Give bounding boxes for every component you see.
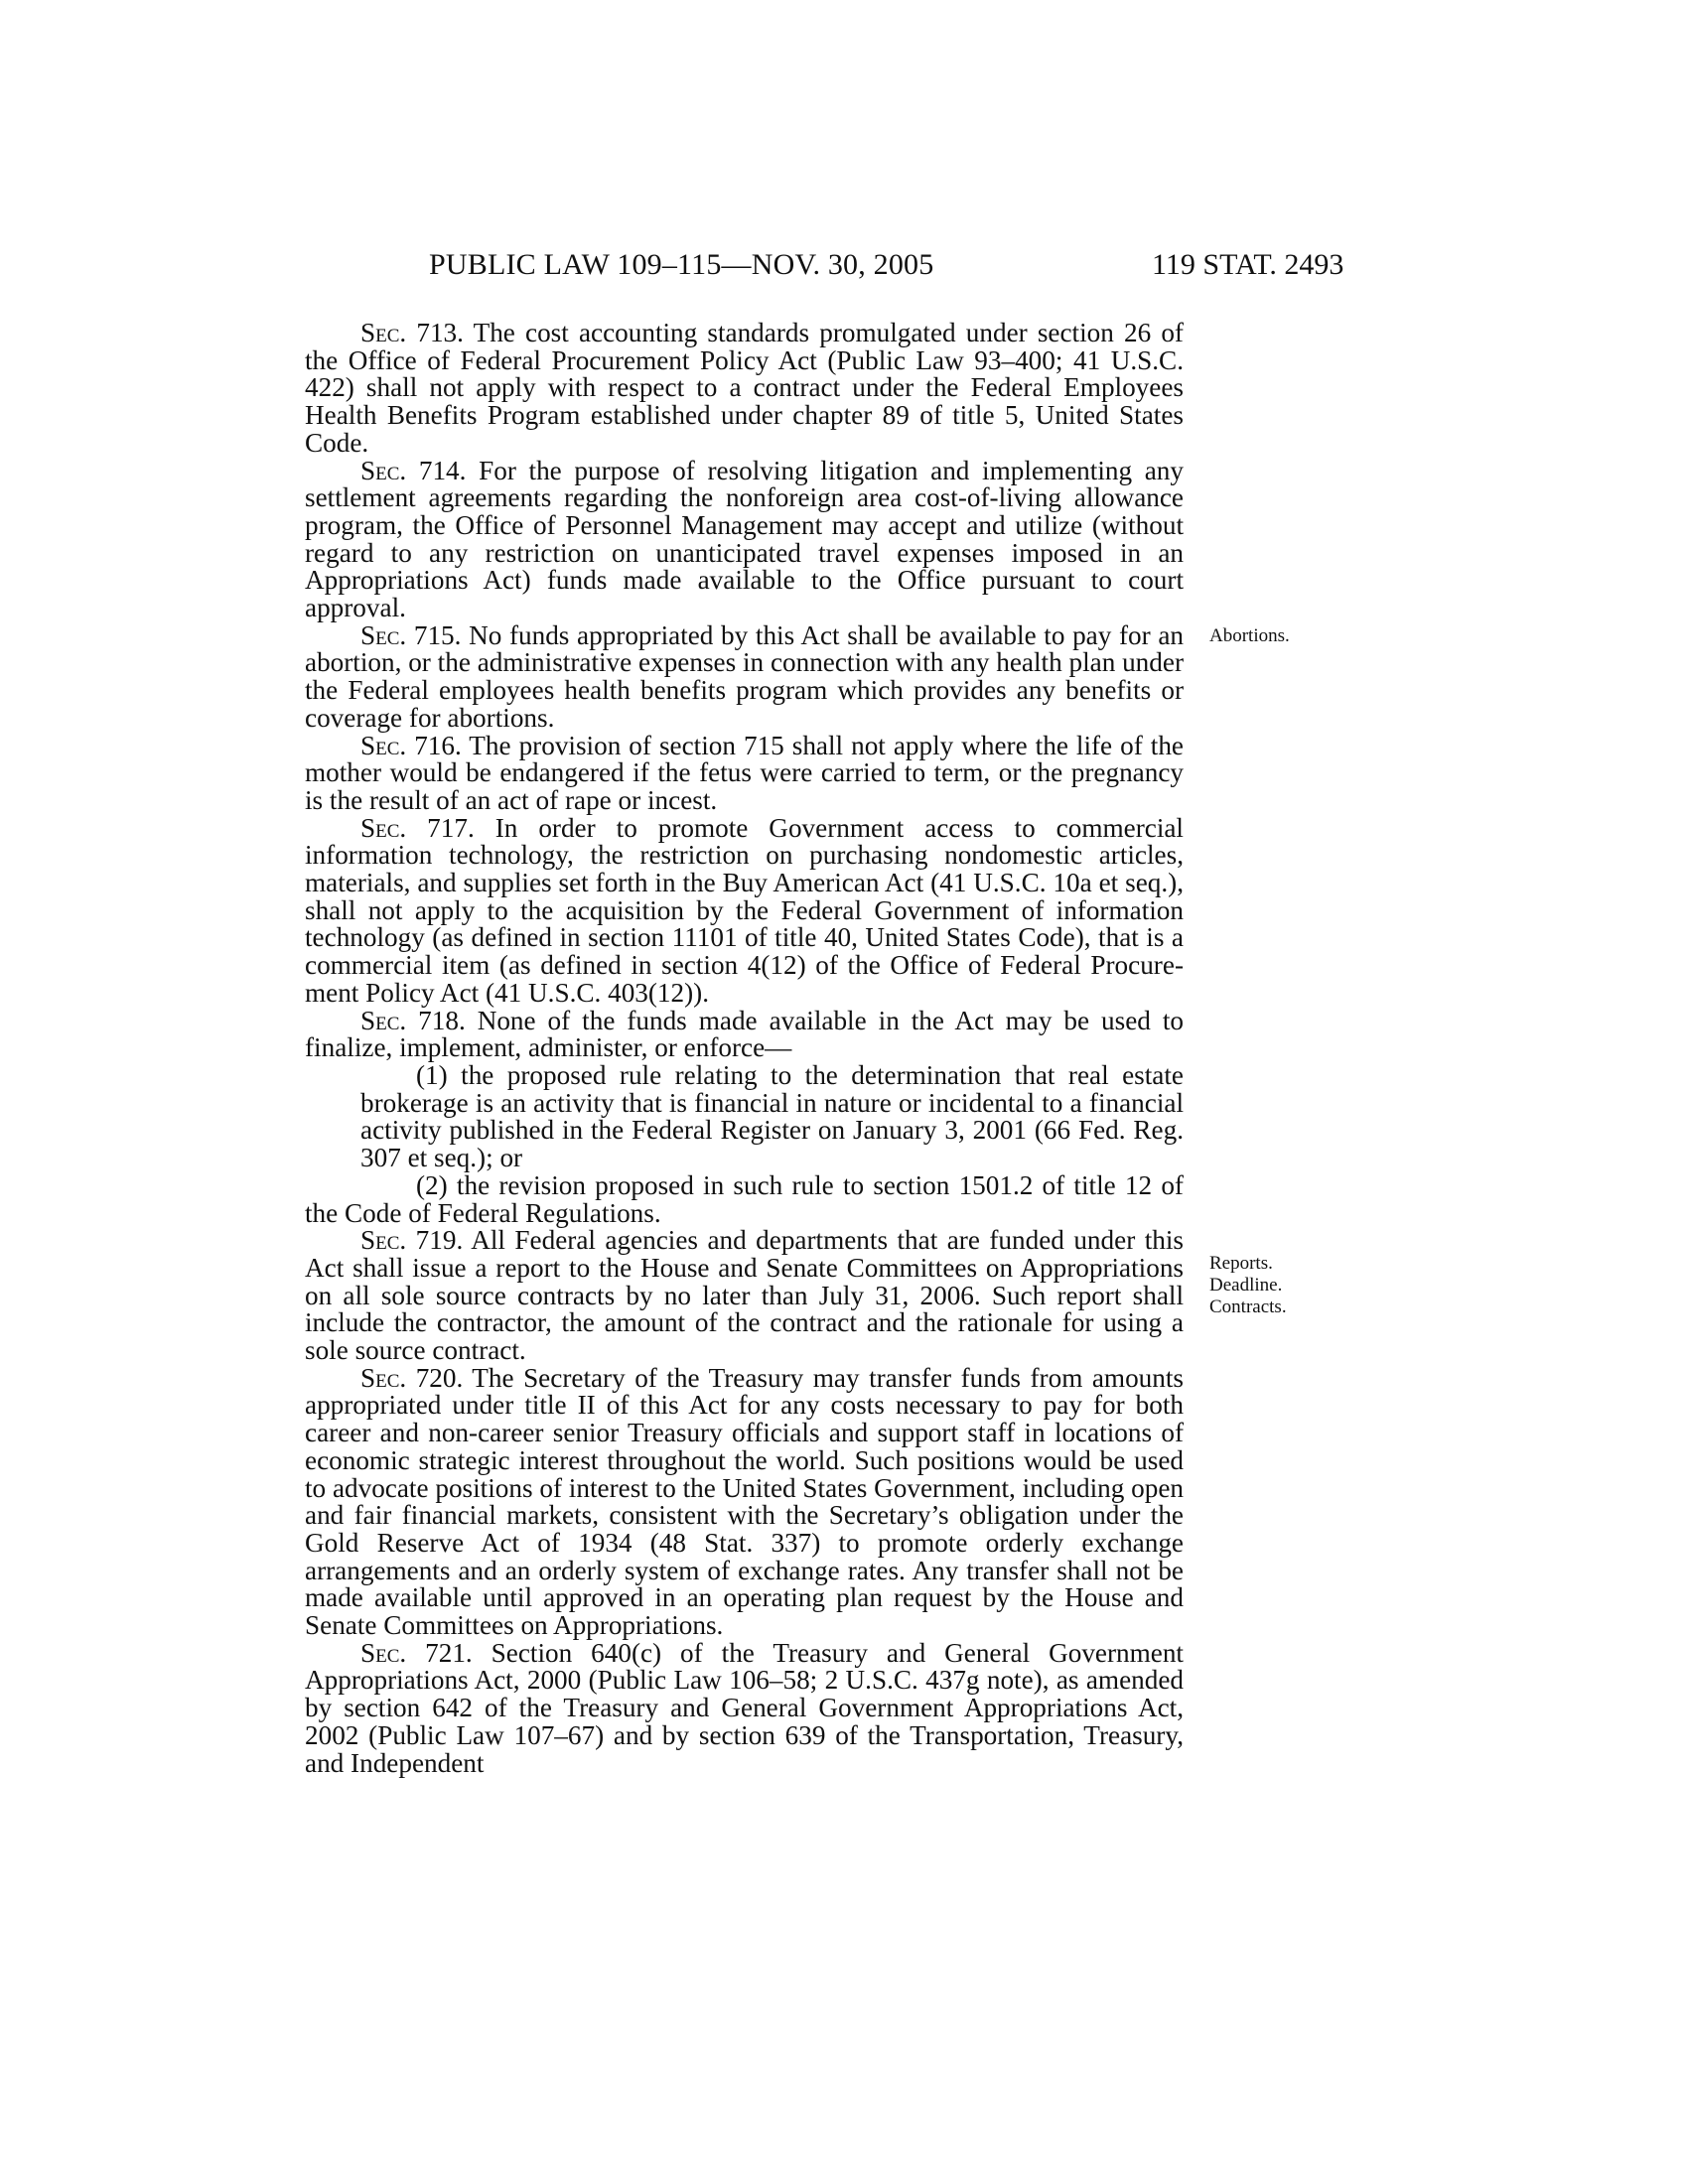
section-label: Sec.	[360, 318, 407, 347]
margin-note-reports: Reports.	[1209, 1253, 1273, 1274]
section-720	[305, 1362, 1184, 1641]
section-721	[305, 1637, 1184, 1778]
section-718-item-2: (2) the revision proposed in such rule to section 1501.2 of title 12 of the Code of Federal Regulations.	[305, 1169, 1184, 1228]
section-label: Sec.	[360, 1637, 407, 1668]
section-text: 717. In order to promote Government access to commercial information technology, the restriction on purchasing nondomestic articles, materials, and supplies set forth in the Buy American Act (41 U.S.C. 10a et seq.), shall not apply to the acquisition by the Federal Government of information technology (as defined in section 11101 of title 40, United States Code), that is a commercial item (as defined in section 4(12) of the Office of Federal Procurement Policy Act (41 U.S.C. 403(12)).	[305, 812, 1184, 1008]
section-718	[305, 1005, 1184, 1063]
running-header-title: PUBLIC LAW 109–115—NOV. 30, 2005	[429, 248, 934, 281]
section-text: 720. The Secretary of the Treasury may transfer funds from amounts appropriated under title II of this Act for any costs necessary to pay for both career and non-career senior Treasury officials and support staff in locations of economic strategic interest throughout the world. Such positions would be used to advocate positions of interest to the United States Government, including open and fair financial markets, consistent with the Secretary’s obligation under the Gold Reserve Act of 1934 (48 Stat. 337) to promote orderly exchange arrangements and an orderly system of exchange rates. Any transfer shall not be made available until approved in an operating plan request by the House and Senate Committees on Appropriations.	[305, 1362, 1184, 1641]
section-text: 715. No funds appropriated by this Act shall be available to pay for an abortion, or the administrative expenses in connection with any health plan under the Federal employees health benefits program which provides any benefits or coverage for abortions.	[305, 619, 1184, 733]
section-label: Sec.	[360, 1005, 407, 1035]
section-text: 713. The cost accounting standards promulgated under section 26 of the Office of Federal Procurement Policy Act (Public Law 93–400; 41 U.S.C. 422) shall not apply with respect to a contract under the Federal Employees Health Benefits Program established under chapter 89 of title 5, United States Code.	[305, 318, 1184, 458]
section-717	[305, 812, 1184, 1008]
body-text	[305, 320, 1184, 1777]
section-label: Sec.	[360, 812, 407, 843]
section-text: 721. Section 640(c) of the Treasury and General Government Appropriations Act, 2000 (Public Law 106–58; 2 U.S.C. 437g note), as amended by section 642 of the Treasury and General Government Appropriations Act, 2002 (Public Law 107–67) and by section 639 of the Transportation, Treasury, and Independent	[305, 1637, 1184, 1778]
section-718-item-1: (1) the proposed rule relating to the determination that real estate brokerage is an activity that is financial in nature or incidental to a financial activity published in the Federal Register on January 3, 2001 (66 Fed. Reg. 307 et seq.); or	[360, 1059, 1184, 1173]
section-text: 718. None of the funds made available in the Act may be used to finalize, implement, administer, or enforce—	[305, 1005, 1184, 1063]
section-label: Sec.	[360, 730, 407, 760]
section-714	[305, 455, 1184, 623]
section-label: Sec.	[360, 619, 407, 650]
section-713	[305, 320, 1184, 458]
section-text: 716. The provision of section 715 shall not apply where the life of the mother would be endangered if the fetus were carried to term, or the pregnancy is the result of an act of rape or incest.	[305, 730, 1184, 815]
section-719	[305, 1227, 1184, 1365]
section-716	[305, 730, 1184, 815]
section-text: 719. All Federal agencies and departments that are funded under this Act shall issue a report to the House and Senate Committees on Appropriations on all sole source contracts by no later than July 31, 2006. Such report shall include the contractor, the amount of the contract and the rationale for using a sole source contract.	[305, 1225, 1184, 1366]
section-text: 714. For the purpose of resolving litigation and implementing any settlement agreements regarding the nonforeign area cost-of-living allowance program, the Office of Personnel Management may accept and utilize (without regard to any restriction on unanticipated travel expenses imposed in an Appropriations Act) funds made available to the Office pursuant to court approval.	[305, 455, 1184, 623]
margin-note-contracts: Contracts.	[1209, 1297, 1287, 1317]
section-label: Sec.	[360, 455, 407, 485]
margin-note-abortions: Abortions.	[1209, 625, 1290, 646]
section-label: Sec.	[360, 1362, 407, 1393]
section-label: Sec.	[360, 1225, 407, 1256]
section-715	[305, 619, 1184, 733]
page-number: 119 STAT. 2493	[1152, 248, 1344, 281]
margin-note-deadline: Deadline.	[1209, 1275, 1283, 1296]
